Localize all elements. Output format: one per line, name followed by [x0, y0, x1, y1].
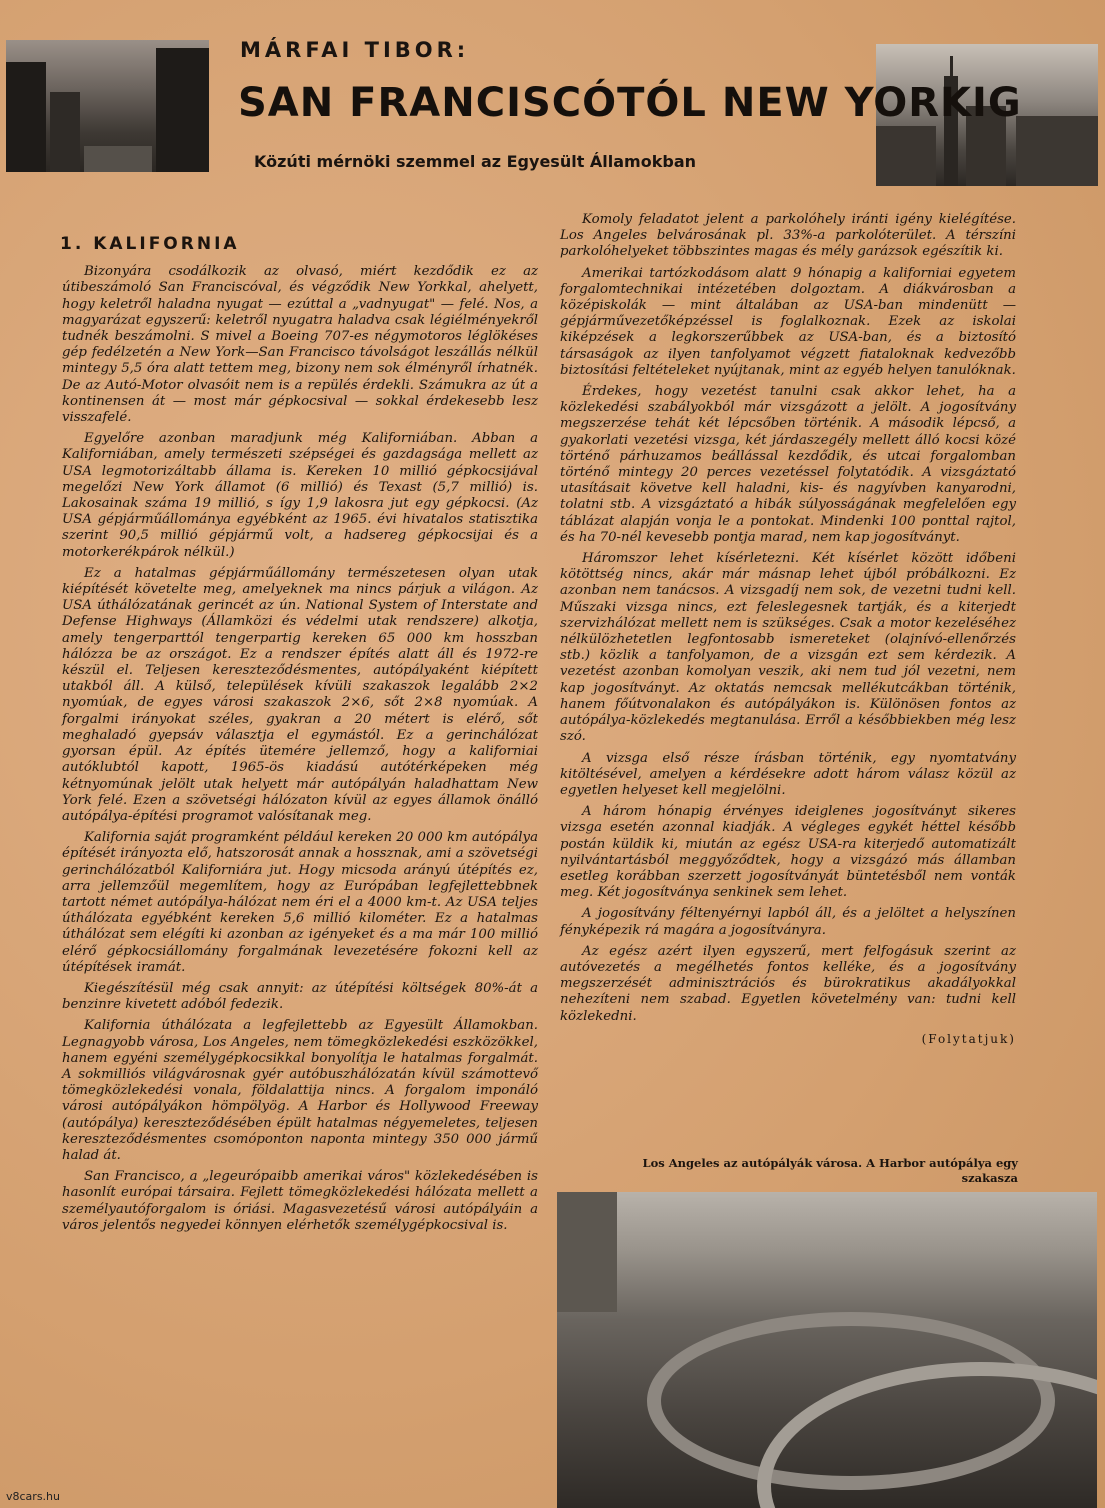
right-column	[560, 212, 1016, 1047]
los-angeles-freeway-photo	[557, 1192, 1097, 1508]
paragraph: Egyelőre azonban maradjunk még Kaliforniában. Abban a Kaliforniában, amely természeti szépségei és gazdagsága mellett az USA legmotorizáltabb állama is. Kereken 10 millió gépkocsijával megelőzi New York államot (6 millió) és Texast (5,7 millió) is. Lakosainak száma 19 millió, s így 1,9 lakosra jut egy gépkocsi. (Az USA gépjárműállománya egyébként az 1965. évi hivatalos statisztika szerint 90,5 millió gépjármű volt, a hadsereg gépkocsijai és a motorkerékpárok nélkül.)	[62, 431, 538, 560]
san-francisco-street-photo	[6, 40, 209, 172]
paragraph: Érdekes, hogy vezetést tanulni csak akkor lehet, ha a közlekedési szabályokból már vizsgázott a jelölt. A jogosítvány megszerzése tehát két lépcsőben történik. A második lépcső, a gyakorlati vezetési vizsga, két járdaszegély mellett álló kocsi közé történő párhuzamos beállással kezdődik, és utcai forgalomban történő mintegy 20 perces vezetéssel folytatódik. A vizsgáztató utasításait követve kell haladni, kis- és nagyívben kanyarodni, tolatni stb. A vizsgáztató a hibák súlyosságának megfelelően egy táblázat alapján vonja le a pontokat. Mindenki 100 ponttal rajtol, és ha 70-nél kevesebb pontja marad, nem kap jogosítványt.	[560, 384, 1016, 545]
paragraph: Ez a hatalmas gépjárműállomány természetesen olyan utak kiépítését követelte meg, amelyeknek ma nincs párjuk a világon. Az USA úthálózatának gerincét az ún. National System of Interstate and Defense Highways (Államközi és védelmi utak rendszere) alkotja, amely tengerparttól tengerpartig kereken 65 000 km hosszban hálózza be az országot. Ez a rendszer építés alatt áll és 1972-re készül el. Teljesen kereszteződésmentes, autópályaként kiépített utakból áll. A külső, települések kívüli szakaszok legalább 2×2 nyomúak, de egyes városi szakaszok 2×6, sőt 2×8 nyomúak. A forgalmi irányokat széles, gyakran a 20 métert is elérő, sőt meghaladó gyepsáv választja el egymástól. Ez a gerinchálózat gyorsan épül. Az építés ütemére jellemző, hogy a kaliforniai autóklubtól kapott, 1965-ös kiadású autótérképeken még kétnyomúnak jelölt utak helyett már autópályán haladhattam New York felé. Ezen a szövetségi hálózaton kívül az egyes államok önálló autópálya-építési programot valósítanak meg.	[62, 565, 538, 824]
section-heading: 1. KALIFORNIA	[60, 234, 240, 254]
watermark: v8cars.hu	[6, 1490, 60, 1503]
paragraph: Kalifornia úthálózata a legfejlettebb az Egyesült Államokban. Legnagyobb városa, Los Angeles, nem tömegközlekedési eszközökkel, hanem egyéni személygépkocsikkal bonyolítja le hatalmas forgalmát. A sokmilliós világvárosnak gyér autóbuszhálózatán kívül számottevő tömegközlekedési vonala, földalattija nincs. A forgalom imponáló városi autópályákon hömpölyög. A Harbor és Hollywood Freeway (autópálya) kereszteződésében épült hatalmas négyemeletes, teljesen kereszteződésmentes csomóponton naponta mintegy 350 000 jármű halad át.	[62, 1018, 538, 1163]
photo-caption: Los Angeles az autópályák városa. A Harbor autópálya egy szakasza	[642, 1156, 1018, 1185]
article-title: SAN FRANCISCÓTÓL NEW YORKIG	[238, 80, 1022, 126]
paragraph: Az egész azért ilyen egyszerű, mert felfogásuk szerint az autóvezetés a megélhetés fontos kelléke, és a jogosítvány megszerzését adminisztrációs és bürokratikus akadályokkal nehezíteni nem szabad. Egyetlen követelmény van: tudni kell közlekedni.	[560, 943, 1016, 1024]
author-name: MÁRFAI TIBOR:	[240, 38, 470, 62]
paragraph: Bizonyára csodálkozik az olvasó, miért kezdődik ez az útibeszámoló San Franciscóval, és végződik New Yorkkal, ahelyett, hogy keletről haladna nyugat — ezúttal a „vadnyugat" — felé. Nos, a magyarázat egyszerű: keletről nyugatra haladva csak légiélményekről tudnék beszámolni. S mivel a Boeing 707-es négymotoros léglökéses gép fedélzetén a New York—San Francisco távolságot leszállás nélkül mintegy 5,5 óra alatt tettem meg, bizony nem sok élményről írhatnék. De az Autó-Motor olvasóit nem is a repülés érdekli. Számukra az út a kontinensen át — most már gépkocsival — sokkal érdekesebb lesz visszafelé.	[62, 264, 538, 426]
paragraph: Kiegészítésül még csak annyit: az útépítési költségek 80%-át a benzinre kivetett adóból fedezik.	[62, 980, 538, 1013]
article-subtitle: Közúti mérnöki szemmel az Egyesült Államokban	[254, 152, 696, 171]
left-column	[62, 236, 538, 1239]
paragraph: A három hónapig érvényes ideiglenes jogosítványt sikeres vizsga esetén azonnal kiadják. A végleges egykét héttel később postán küldik ki, miután az egész USA-ra kiterjedő automatizált nyilvántartásból meggyőződtek, hogy a vizsgázó más államban esetleg korábban szerzett jogosítványát büntetésből nem vonták meg. Két jogosítványa senkinek sem lehet.	[560, 804, 1016, 901]
paragraph: Amerikai tartózkodásom alatt 9 hónapig a kaliforniai egyetem forgalomtechnikai intézetében dolgoztam. A diákvárosban a középiskolák — mint általában az USA-ban mindenütt — gépjárművezetőképzéssel is foglalkoznak. Ezek az iskolai kiképzések a legkorszerűbbek az USA-ban, és a biztosító társaságok az ilyen tanfolyamot végzett fiataloknak kedvezőbb biztosítási feltételeket nyújtanak, mint az egyéb helyen tanulóknak.	[560, 265, 1016, 378]
paragraph: San Francisco, a „legeurópaibb amerikai város" közlekedésében is hasonlít európai társaira. Fejlett tömegközlekedési hálózata mellett a személyautóforgalom is óriási. Magasvezetésű városi autópályáin a város jelentős negyedei könnyen elérhetők személygépkocsival is.	[62, 1169, 538, 1233]
paragraph: Komoly feladatot jelent a parkolóhely iránti igény kielégítése. Los Angeles belvárosának pl. 33%-a parkolóterület. A térszíni parkolóhelyeket többszintes magas és mély garázsok egészítik ki.	[560, 212, 1016, 260]
paragraph: A vizsga első része írásban történik, egy nyomtatvány kitöltésével, amelyen a kérdésekre adott három válasz közül az egyetlen helyeset kell megjelölni.	[560, 750, 1016, 798]
paragraph: Háromszor lehet kísérletezni. Két kísérlet között időbeni kötöttség nincs, akár már másnap lehet újból próbálkozni. Ez azonban nem tanácsos. A vizsgadíj nem sok, de vezetni tudni kell. Műszaki vizsga nincs, ezt feleslegesnek tartják, és a kiterjedt szervizhálózat mellett nem is szükséges. Csak a motor kezeléséhez nélkülözhetetlen legfontosabb ismereteket (olajnívó-ellenőrzés stb.) közlik a tanfolyamon, de a vizsgán ezt sem kérdezik. A vezetést azonban komolyan veszik, aki nem tud jól vezetni, nem kap jogosítványt. Az oktatás nemcsak mellékutcákban történik, hanem főútvonalakon és autópályákon is. Különösen fontos az autópálya-közlekedés megtanulása. Erről a későbbiekben még lesz szó.	[560, 551, 1016, 745]
paragraph: Kalifornia saját programként például kereken 20 000 km autópálya építését irányozta elő, hatszorosát annak a hossznak, ami a szövetségi gerinchálózatból Kaliforniára jut. Hogy micsoda arányú útépítés ez, arra jellemzőül megemlítem, hogy az Európában legfejlettebbnek tartott német autópálya-hálózat nem éri el a 4000 km-t. Az USA teljes úthálózata egyébként kereken 5,6 millió kilométer. Ez a hatalmas úthálózat sem elégíti ki azonban az igényeket és a ma már 100 millió elérő gépkocsiállomány forgalmának levezetésére fokozni kell az útépítések iramát.	[62, 830, 538, 975]
paragraph: A jogosítvány féltenyérnyi lapból áll, és a jelöltet a helyszínen fényképezik rá magára a jogosítványra.	[560, 906, 1016, 938]
continued-note: (Folytatjuk)	[921, 1031, 1016, 1046]
